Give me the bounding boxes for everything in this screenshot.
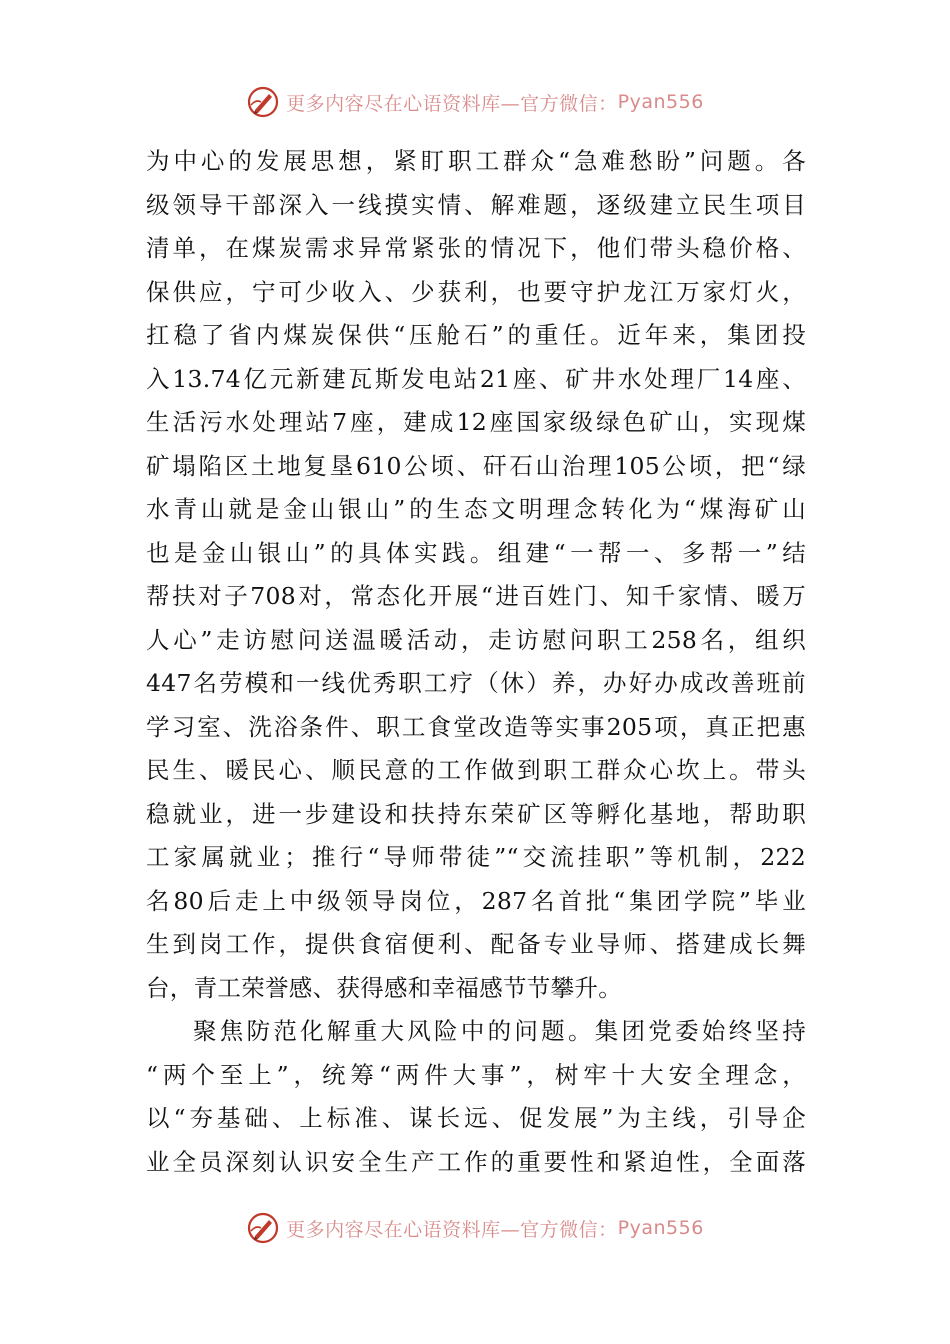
text-line: 扛稳了省内煤炭保供“压舱石”的重任。近年来，集团投: [146, 321, 806, 349]
text-line: 聚焦防范化解重大风险中的问题。集团党委始终坚持: [193, 1017, 806, 1045]
text-line: 人心”走访慰问送温暖活动，走访慰问职工258名，组织: [146, 625, 806, 654]
pen-logo-icon: [246, 1211, 280, 1245]
text-line: 学习室、洗浴条件、职工食堂改造等实事205项，真正把惠: [146, 712, 806, 741]
paragraph-2: [146, 1010, 806, 1184]
text-line: 447名劳模和一线优秀职工疗（休）养，办好办成改善班前: [146, 669, 806, 697]
text-line: 级领导干部深入一线摸实情、解难题，逐级建立民生项目: [146, 190, 806, 219]
footer-watermark: [0, 1208, 950, 1248]
text-line: 以“夯基础、上标准、谋长远、促发展”为主线，引导企: [146, 1104, 806, 1132]
text-line: 生活污水处理站7座，建成12座国家级绿色矿山，实现煤: [146, 408, 806, 436]
text-line: 名80后走上中级领导岗位，287名首批“集团学院”毕业: [146, 886, 806, 915]
text-line: 工家属就业；推行“导师带徒”“交流挂职”等机制，222: [146, 843, 806, 871]
watermark-text: 更多内容尽在心语资料库—官方微信：: [286, 92, 618, 115]
text-line: 清单，在煤炭需求异常紧张的情况下，他们带头稳价格、: [146, 234, 806, 262]
paragraph-1: [146, 140, 806, 1010]
text-line: 民生、暖民心、顺民意的工作做到职工群众心坎上。带头: [146, 756, 806, 784]
text-line: 矿塌陷区土地复垦610公顷、矸石山治理105公顷，把“绿: [146, 451, 806, 480]
text-line: 生到岗工作，提供食宿便利、配备专业导师、搭建成长舞: [146, 930, 806, 958]
text-line: 保供应，宁可少收入、少获利，也要守护龙江万家灯火，: [146, 277, 806, 306]
header-watermark: [0, 82, 950, 122]
text-line: 也是金山银山”的具体实践。组建“一帮一、多帮一”结: [146, 538, 806, 567]
text-line: “两个至上”，统筹“两件大事”，树牢十大安全理念，: [146, 1060, 806, 1089]
watermark-brand: Pyan556: [617, 1217, 704, 1239]
pen-logo-icon: [246, 85, 280, 119]
text-line: 稳就业，进一步建设和扶持东荣矿区等孵化基地，帮助职: [146, 799, 806, 828]
text-line: 业全员深刻认识安全生产工作的重要性和紧迫性，全面落: [146, 1147, 806, 1176]
text-line: 台，青工荣誉感、获得感和幸福感节节攀升。: [146, 973, 622, 1002]
watermark-text: 更多内容尽在心语资料库—官方微信：: [286, 1218, 618, 1241]
text-line: 入13.74亿元新建瓦斯发电站21座、矿井水处理厂14座、: [146, 364, 806, 393]
text-line: 为中心的发展思想，紧盯职工群众“急难愁盼”问题。各: [146, 147, 806, 175]
watermark-brand: Pyan556: [617, 91, 704, 113]
document-body: [146, 140, 806, 1184]
text-line: 帮扶对子708对，常态化开展“进百姓门、知千家情、暖万: [146, 582, 806, 610]
text-line: 水青山就是金山银山”的生态文明理念转化为“煤海矿山: [146, 495, 806, 523]
